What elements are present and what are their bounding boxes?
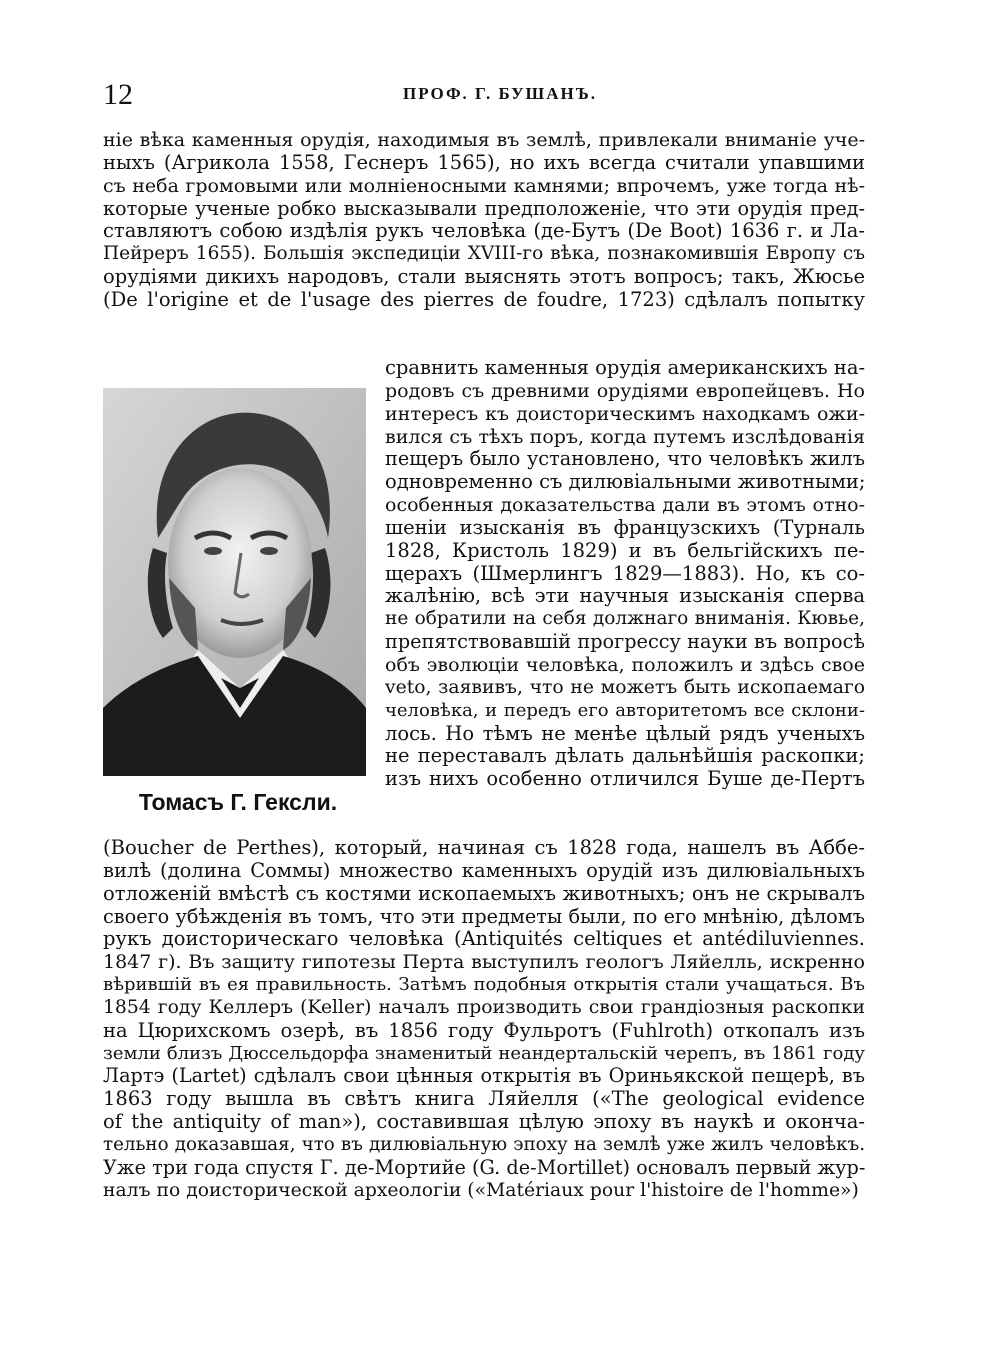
text-line: ніе вѣка каменныя орудія, находимыя въ землѣ, привлекали вниманіе уче- <box>103 129 865 151</box>
text-line: Уже три года спустя Г. де-Мортийе (G. de-Mortillet) основалъ первый жур- <box>103 1155 866 1179</box>
text-line: жалѣнію, всѣ эти научныя изысканія сперва <box>385 584 865 608</box>
top-paragraph <box>103 129 865 312</box>
text-line: шеніи изысканія въ французскихъ (Турналь <box>385 515 865 539</box>
text-line: ныхъ (Агрикола 1558, Геснеръ 1565), но ихъ всегда считали упавшими <box>103 150 865 174</box>
text-line: рукъ доисторическаго человѣка (Antiquités celtiques et antédiluviennes. <box>103 927 865 951</box>
text-line: 1854 году Келлеръ (Keller) началъ производить свои грандіозныя раскопки <box>103 996 865 1018</box>
bottom-paragraph <box>103 837 865 1203</box>
text-line: человѣка, и передъ его авторитетомъ все склони- <box>385 699 865 721</box>
text-line: съ неба громовыми или молніеносными камнями; впрочемъ, уже тогда нѣ- <box>103 174 865 197</box>
running-head: ПРОФ. Г. БУШАНЪ. <box>403 84 597 103</box>
text-line: щерахъ (Шмерлингъ 1829—1883). Но, къ со- <box>385 561 865 585</box>
text-line: особенныя доказательства дали въ этомъ отно- <box>385 494 865 517</box>
text-line: ставляютъ собою издѣлія рукъ человѣка (де-Бутъ (De Boot) 1636 г. и Ла- <box>103 219 865 243</box>
text-line: родовъ съ древними орудіями европейцевъ. Но <box>385 379 865 402</box>
text-line: 1847 г). Въ защиту гипотезы Перта выступилъ геологъ Ляйелль, искренно <box>103 951 865 974</box>
text-line: которые ученые робко высказывали предположеніе, что эти орудія пред- <box>103 196 865 220</box>
text-line: тельно доказавшая, что въ дилювіальную эпоху на землѣ уже жилъ человѣкъ. <box>103 1133 865 1155</box>
text-line: вѣрившій въ ея правильность. Затѣмъ подобныя открытія стали учащаться. Въ <box>103 974 865 996</box>
portrait-photo <box>103 388 366 776</box>
text-line: вился съ тѣхъ поръ, когда путемъ изслѣдованія <box>385 425 865 448</box>
text-line: налъ по доисторической археологіи («Matériaux pour l'histoire de l'homme») <box>103 1179 859 1201</box>
text-line: (De l'origine et de l'usage des pierres de foudre, 1723) сдѣлалъ попытку <box>103 287 865 311</box>
text-line: объ эволюціи человѣка, положилъ и здѣсь свое <box>385 653 865 676</box>
text-line: интересъ къ доисторическимъ находкамъ ожи- <box>385 402 865 425</box>
text-line: (Boucher de Perthes), который, начиная съ 1828 года, нашелъ въ Аббе- <box>103 836 865 859</box>
text-line: изъ нихъ особенно отличился Буше де-Пертъ <box>385 767 865 791</box>
wrapped-paragraph <box>385 357 865 791</box>
text-line: of the antiquity of man»), составившая цѣлую эпоху въ наукѣ и оконча- <box>103 1110 865 1134</box>
text-line: вилѣ (долина Соммы) множество каменныхъ орудій изъ дилювіальныхъ <box>103 858 865 882</box>
text-line: 1828, Кристоль 1829) и въ бельгійскихъ пе- <box>385 538 865 562</box>
text-line: лось. Но тѣмъ не менѣе цѣлый рядъ ученыхъ <box>385 721 865 745</box>
text-line: сравнить каменныя орудія американскихъ на- <box>385 356 866 379</box>
text-line: отложеній вмѣстѣ съ костями ископаемыхъ животныхъ; онъ не скрывалъ <box>103 881 865 905</box>
text-line: Пейреръ 1655). Большія экспедиціи XVIII-го вѣка, познакомившія Европу съ <box>103 243 865 265</box>
page-number: 12 <box>103 78 133 111</box>
portrait-illustration <box>103 388 366 776</box>
text-line: на Цюрихскомъ озерѣ, въ 1856 году Фульротъ (Fuhlroth) откопалъ изъ <box>103 1018 865 1042</box>
text-line: не обратили на себя должнаго вниманія. Кювье, <box>385 608 865 630</box>
text-line: орудіями дикихъ народовъ, стали выяснять этотъ вопросъ; такъ, Жюсье <box>103 265 865 289</box>
text-line: своего убѣжденія въ томъ, что эти предметы были, по его мнѣнію, дѣломъ <box>103 904 865 928</box>
text-line: 1863 году вышла въ свѣтъ книга Ляйелля («The geological evidence <box>103 1087 865 1111</box>
text-line: veto, заявивъ, что не можетъ быть ископаемаго <box>385 676 865 698</box>
text-line: земли близъ Дюссельдорфа знаменитый неандертальскій черепъ, въ 1861 году <box>103 1042 865 1064</box>
text-line: пещеръ было установлено, что человѣкъ жилъ <box>385 447 865 471</box>
text-line: одновременно съ дилювіальными животными; <box>385 470 866 494</box>
text-line: Лартэ (Lartet) сдѣлалъ свои цѣнныя открытія въ Ориньякской пещерѣ, въ <box>103 1064 865 1088</box>
text-line: не переставалъ дѣлать дальнѣйшія раскопки; <box>385 744 865 768</box>
text-line: препятствовавшій прогрессу науки въ вопросѣ <box>385 630 865 654</box>
portrait-caption: Томасъ Г. Гексли. <box>138 789 338 815</box>
